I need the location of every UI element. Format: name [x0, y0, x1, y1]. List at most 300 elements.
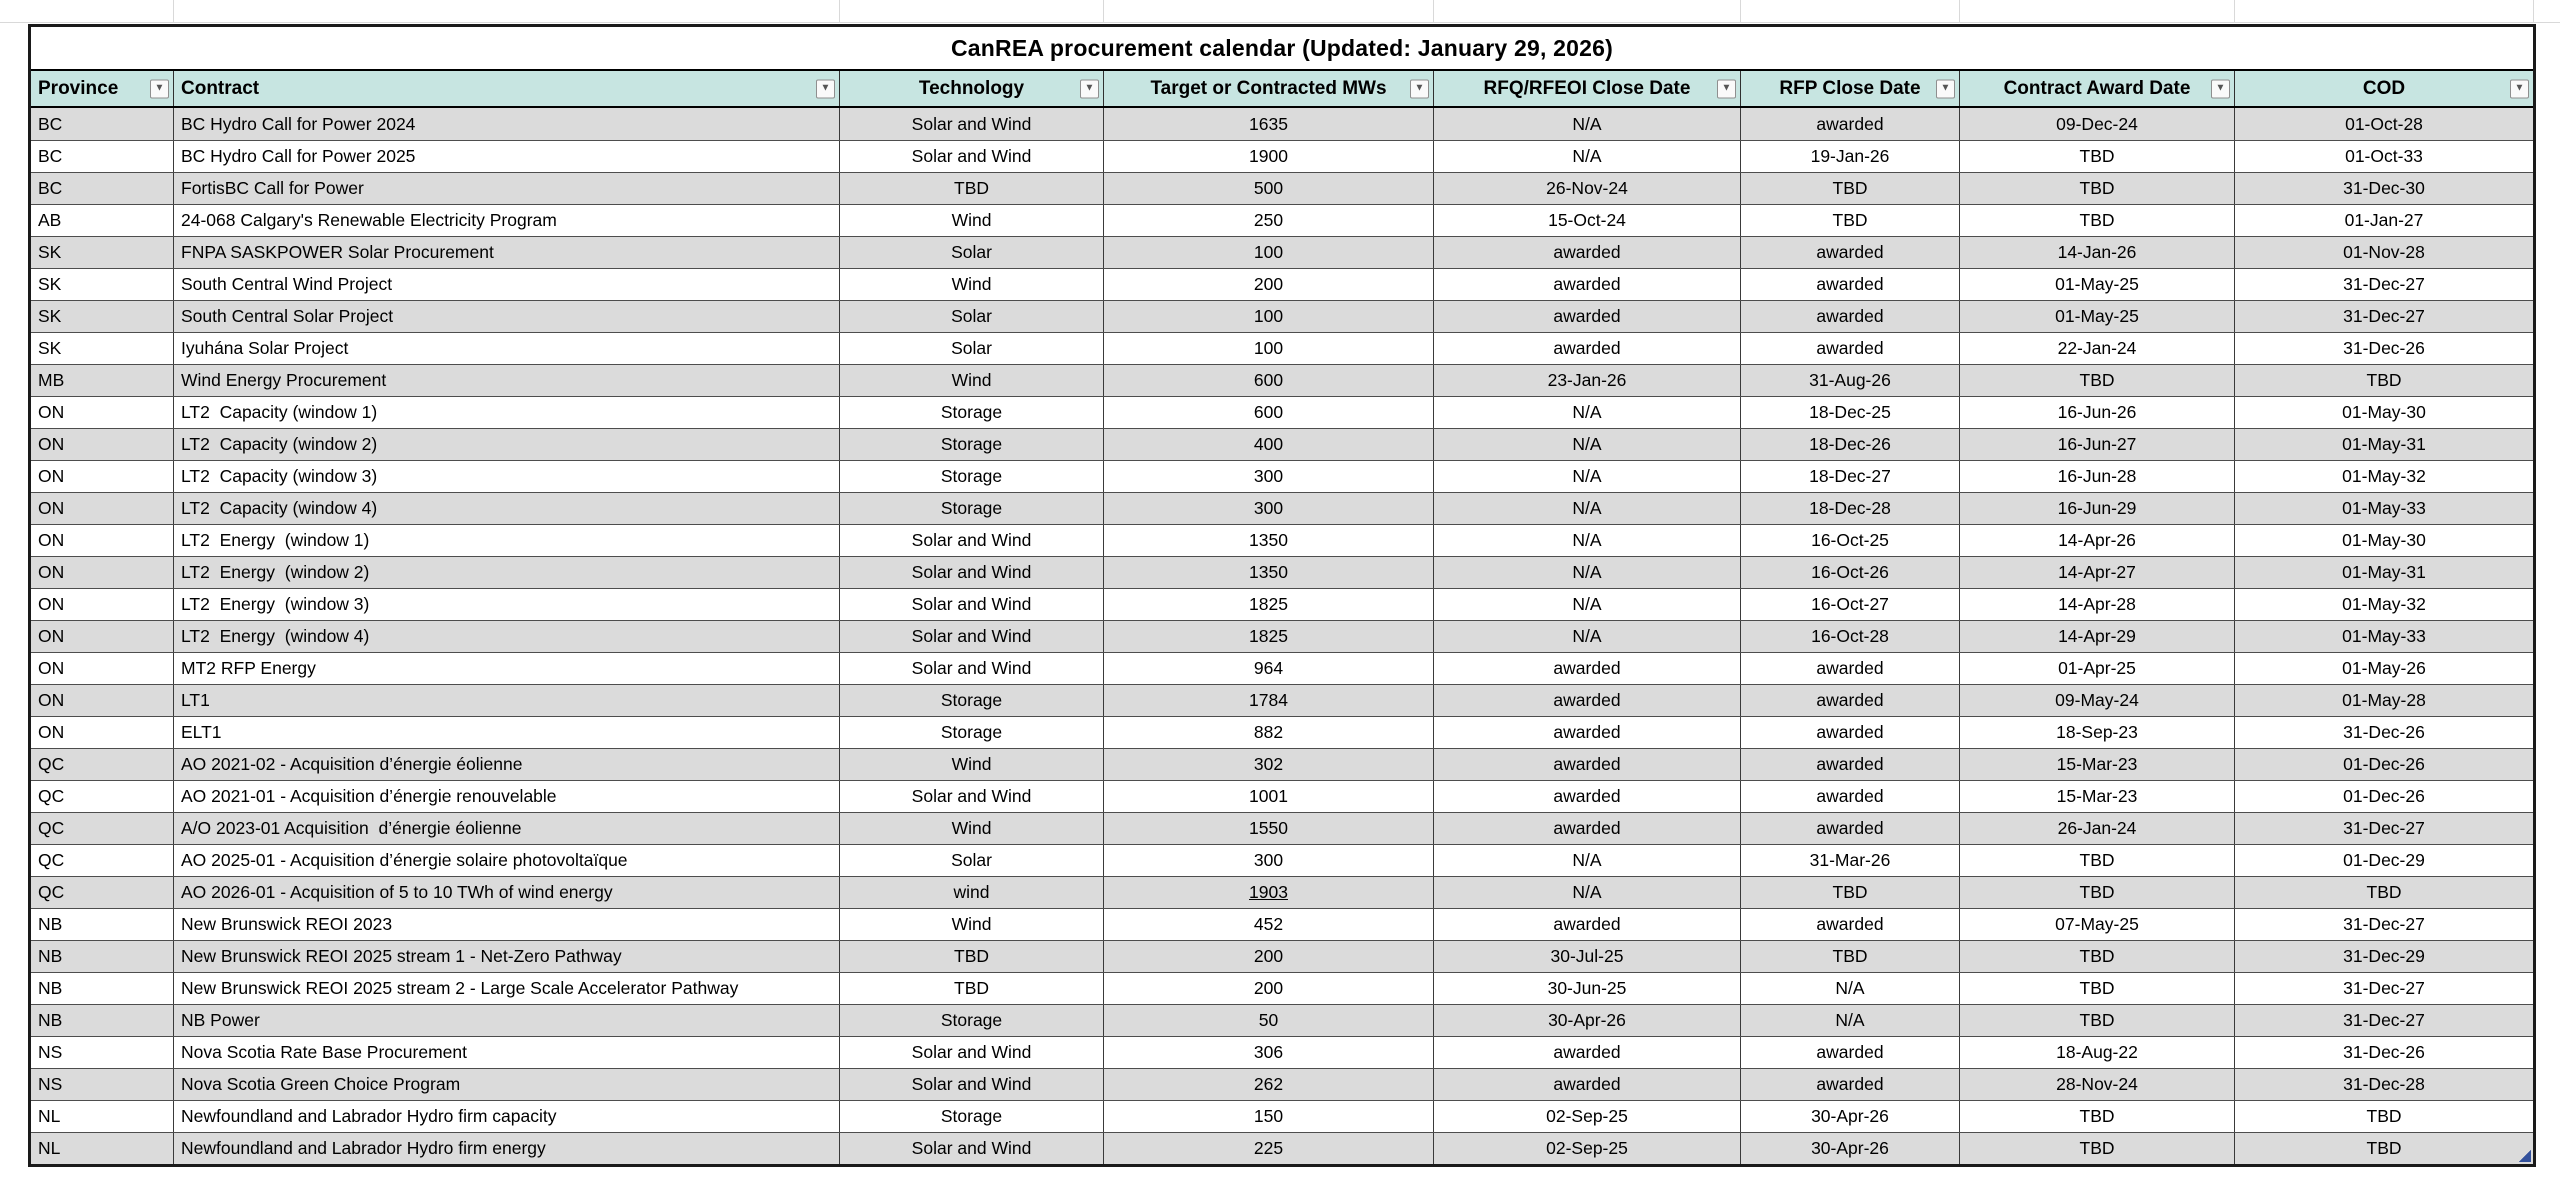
cell-rfp-close-date[interactable]: awarded	[1741, 909, 1960, 940]
cell-contract[interactable]: LT2 Capacity (window 2)	[174, 429, 840, 460]
table-row	[31, 460, 2533, 492]
cell-target-or-contracted-mws[interactable]: 1550	[1104, 813, 1434, 844]
cell-rfp-close-date[interactable]: 30-Apr-26	[1741, 1133, 1960, 1164]
cell-cod[interactable]: TBD	[2366, 882, 2402, 902]
cell-rfq-rfeoi-close-date[interactable]: N/A	[1434, 525, 1741, 556]
filter-button[interactable]	[1410, 79, 1429, 98]
cell-technology[interactable]: Solar and Wind	[840, 653, 1104, 684]
cell-cod[interactable]: 01-May-30	[2342, 530, 2426, 550]
cell-cod[interactable]: 01-Dec-26	[2343, 754, 2425, 774]
cell-rfq-rfeoi-close-date[interactable]: awarded	[1434, 1037, 1741, 1068]
cell-target-or-contracted-mws[interactable]: 150	[1104, 1101, 1434, 1132]
cell-contract[interactable]: Iyuhána Solar Project	[174, 333, 840, 364]
cell-target-or-contracted-mws[interactable]: 1903	[1104, 877, 1434, 908]
cell-technology[interactable]: Storage	[840, 685, 1104, 716]
cell-rfq-rfeoi-close-date[interactable]: N/A	[1434, 493, 1741, 524]
table-row	[31, 588, 2533, 620]
cell-province[interactable]: ON	[31, 525, 174, 556]
cell-province[interactable]: NL	[31, 1101, 174, 1132]
cell-contract-award-date[interactable]: TBD	[1960, 973, 2235, 1004]
cell-rfp-close-date[interactable]: awarded	[1741, 813, 1960, 844]
table-row	[31, 780, 2533, 812]
filter-button[interactable]	[816, 79, 835, 98]
cell-target-or-contracted-mws[interactable]: 306	[1104, 1037, 1434, 1068]
cell-rfp-close-date[interactable]: TBD	[1741, 205, 1960, 236]
cell-rfq-rfeoi-close-date[interactable]: N/A	[1434, 845, 1741, 876]
cell-province[interactable]: ON	[31, 429, 174, 460]
cell-contract[interactable]: Newfoundland and Labrador Hydro firm capacity	[174, 1101, 840, 1132]
cell-province[interactable]: NB	[31, 1005, 174, 1036]
filter-button[interactable]	[1936, 79, 1955, 98]
cell-rfp-close-date[interactable]: 16-Oct-27	[1741, 589, 1960, 620]
cell-province[interactable]: NL	[31, 1133, 174, 1164]
table-row	[31, 716, 2533, 748]
cell-rfp-close-date[interactable]: 19-Jan-26	[1741, 141, 1960, 172]
cell-target-or-contracted-mws[interactable]: 1784	[1104, 685, 1434, 716]
cell-cod[interactable]: TBD	[2366, 1106, 2402, 1126]
cell-target-or-contracted-mws[interactable]: 1825	[1104, 621, 1434, 652]
cell-cod[interactable]: 01-Jan-27	[2344, 210, 2424, 230]
cell-province[interactable]: NB	[31, 909, 174, 940]
cell-rfp-close-date[interactable]: awarded	[1741, 333, 1960, 364]
cell-province[interactable]: NS	[31, 1037, 174, 1068]
filter-button[interactable]	[1080, 79, 1099, 98]
column-header-technology	[840, 71, 1104, 106]
cell-target-or-contracted-mws[interactable]: 964	[1104, 653, 1434, 684]
cell-cod[interactable]: 31-Dec-27	[2343, 978, 2425, 998]
cell-rfp-close-date[interactable]: TBD	[1741, 877, 1960, 908]
cell-target-or-contracted-mws[interactable]: 600	[1104, 397, 1434, 428]
cell-province[interactable]: ON	[31, 557, 174, 588]
cell-rfq-rfeoi-close-date[interactable]: N/A	[1434, 589, 1741, 620]
cell-province[interactable]: QC	[31, 877, 174, 908]
cell-cod[interactable]: 01-May-31	[2342, 434, 2426, 454]
cell-rfp-close-date[interactable]: awarded	[1741, 717, 1960, 748]
cell-rfq-rfeoi-close-date[interactable]: awarded	[1434, 749, 1741, 780]
column-header-contract-award-date	[1960, 71, 2235, 106]
cell-rfq-rfeoi-close-date[interactable]: N/A	[1434, 108, 1741, 140]
cell-contract-award-date[interactable]: TBD	[1960, 1101, 2235, 1132]
cell-technology[interactable]: Wind	[840, 909, 1104, 940]
cell-province[interactable]: QC	[31, 813, 174, 844]
sheet-gridline-stub	[839, 0, 840, 22]
cell-target-or-contracted-mws[interactable]: 1635	[1104, 108, 1434, 140]
cell-rfq-rfeoi-close-date[interactable]: N/A	[1434, 141, 1741, 172]
cell-province[interactable]: ON	[31, 493, 174, 524]
cell-rfq-rfeoi-close-date[interactable]: 30-Apr-26	[1434, 1005, 1741, 1036]
cell-technology[interactable]: Solar and Wind	[840, 1037, 1104, 1068]
cell-contract[interactable]: A/O 2023-01 Acquisition d’énergie éolienne	[174, 813, 840, 844]
cell-rfp-close-date[interactable]: 18-Dec-27	[1741, 461, 1960, 492]
table-row	[31, 140, 2533, 172]
column-header-cod	[2235, 71, 2533, 106]
cell-rfq-rfeoi-close-date[interactable]: awarded	[1434, 301, 1741, 332]
cell-province[interactable]: SK	[31, 237, 174, 268]
cell-contract-award-date[interactable]: 16-Jun-27	[1960, 429, 2235, 460]
cell-contract[interactable]: LT2 Capacity (window 4)	[174, 493, 840, 524]
cell-technology[interactable]: Solar and Wind	[840, 589, 1104, 620]
cell-rfq-rfeoi-close-date[interactable]: awarded	[1434, 813, 1741, 844]
cell-contract-award-date[interactable]: 14-Apr-29	[1960, 621, 2235, 652]
cell-target-or-contracted-mws[interactable]: 50	[1104, 1005, 1434, 1036]
cell-technology[interactable]: Storage	[840, 1101, 1104, 1132]
cell-target-or-contracted-mws[interactable]: 300	[1104, 845, 1434, 876]
cell-province[interactable]: QC	[31, 749, 174, 780]
cell-rfp-close-date[interactable]: awarded	[1741, 685, 1960, 716]
cell-rfq-rfeoi-close-date[interactable]: awarded	[1434, 333, 1741, 364]
cell-technology[interactable]: Wind	[840, 365, 1104, 396]
cell-rfp-close-date[interactable]: awarded	[1741, 749, 1960, 780]
cell-province[interactable]: ON	[31, 717, 174, 748]
cell-contract-award-date[interactable]: TBD	[1960, 141, 2235, 172]
filter-button[interactable]	[2211, 79, 2230, 98]
cell-contract-award-date[interactable]: 18-Sep-23	[1960, 717, 2235, 748]
table-resize-handle[interactable]	[2518, 1149, 2531, 1162]
cell-technology[interactable]: wind	[840, 877, 1104, 908]
cell-target-or-contracted-mws[interactable]: 452	[1104, 909, 1434, 940]
cell-contract-award-date[interactable]: 15-Mar-23	[1960, 781, 2235, 812]
filter-button[interactable]	[150, 79, 169, 98]
cell-rfq-rfeoi-close-date[interactable]: 02-Sep-25	[1434, 1101, 1741, 1132]
cell-contract-award-date[interactable]: 16-Jun-29	[1960, 493, 2235, 524]
sheet-gridline-horizontal	[0, 22, 2560, 23]
cell-technology[interactable]: Solar	[840, 301, 1104, 332]
table-row	[31, 1068, 2533, 1100]
cell-cod[interactable]: 31-Dec-28	[2343, 1074, 2425, 1094]
filter-button[interactable]	[1717, 79, 1736, 98]
cell-target-or-contracted-mws[interactable]: 882	[1104, 717, 1434, 748]
cell-technology[interactable]: Wind	[840, 205, 1104, 236]
cell-rfp-close-date[interactable]: 18-Dec-26	[1741, 429, 1960, 460]
cell-cod[interactable]: 31-Dec-26	[2343, 722, 2425, 742]
cell-province[interactable]: BC	[31, 108, 174, 140]
cell-contract-award-date[interactable]: 18-Aug-22	[1960, 1037, 2235, 1068]
cell-rfq-rfeoi-close-date[interactable]: 30-Jul-25	[1434, 941, 1741, 972]
cell-contract-award-date[interactable]: 16-Jun-28	[1960, 461, 2235, 492]
cell-contract[interactable]: New Brunswick REOI 2025 stream 2 - Large Scale Accelerator Pathway	[174, 973, 840, 1004]
cell-rfq-rfeoi-close-date[interactable]: awarded	[1434, 653, 1741, 684]
cell-contract[interactable]: LT2 Energy (window 4)	[174, 621, 840, 652]
cell-contract[interactable]: BC Hydro Call for Power 2025	[174, 141, 840, 172]
cell-contract[interactable]: LT2 Energy (window 2)	[174, 557, 840, 588]
cell-contract[interactable]: Nova Scotia Rate Base Procurement	[174, 1037, 840, 1068]
table-row	[31, 684, 2533, 716]
cell-rfp-close-date[interactable]: TBD	[1741, 173, 1960, 204]
filter-dropdown-icon: ▼	[1940, 82, 1951, 94]
cell-contract-award-date[interactable]: TBD	[1960, 877, 2235, 908]
cell-rfq-rfeoi-close-date[interactable]: awarded	[1434, 909, 1741, 940]
cell-contract-award-date[interactable]: 16-Jun-26	[1960, 397, 2235, 428]
cell-technology[interactable]: Storage	[840, 493, 1104, 524]
cell-province[interactable]: QC	[31, 845, 174, 876]
cell-province[interactable]: BC	[31, 141, 174, 172]
cell-province[interactable]: AB	[31, 205, 174, 236]
cell-cod[interactable]: 31-Dec-26	[2343, 1042, 2425, 1062]
cell-technology[interactable]: Storage	[840, 1005, 1104, 1036]
sheet-gridline-stub	[1740, 0, 1741, 22]
cell-technology[interactable]: Solar and Wind	[840, 1069, 1104, 1100]
cell-cod[interactable]: 01-May-30	[2342, 402, 2426, 422]
cell-cod[interactable]: 31-Dec-27	[2343, 818, 2425, 838]
cell-contract[interactable]: New Brunswick REOI 2025 stream 1 - Net-Zero Pathway	[174, 941, 840, 972]
cell-rfq-rfeoi-close-date[interactable]: N/A	[1434, 461, 1741, 492]
cell-cod[interactable]: 31-Dec-26	[2343, 338, 2425, 358]
cell-technology[interactable]: Solar	[840, 333, 1104, 364]
cell-target-or-contracted-mws[interactable]: 300	[1104, 461, 1434, 492]
cell-target-or-contracted-mws[interactable]: 500	[1104, 173, 1434, 204]
cell-rfq-rfeoi-close-date[interactable]: awarded	[1434, 685, 1741, 716]
cell-cod[interactable]: 01-Oct-28	[2345, 113, 2423, 134]
cell-rfq-rfeoi-close-date[interactable]: awarded	[1434, 717, 1741, 748]
cell-contract-award-date[interactable]: TBD	[1960, 1005, 2235, 1036]
cell-cod[interactable]: 01-May-32	[2342, 594, 2426, 614]
cell-rfp-close-date[interactable]: N/A	[1741, 973, 1960, 1004]
cell-contract-award-date[interactable]: 22-Jan-24	[1960, 333, 2235, 364]
cell-cod[interactable]: 01-Dec-26	[2343, 786, 2425, 806]
cell-technology[interactable]: Storage	[840, 717, 1104, 748]
cell-target-or-contracted-mws[interactable]: 1900	[1104, 141, 1434, 172]
cell-contract[interactable]: Newfoundland and Labrador Hydro firm energy	[174, 1133, 840, 1164]
cell-contract-award-date[interactable]: 01-May-25	[1960, 301, 2235, 332]
cell-cod[interactable]: TBD	[2366, 370, 2402, 390]
cell-cod[interactable]: 01-Oct-33	[2345, 146, 2423, 166]
cell-province[interactable]: NB	[31, 973, 174, 1004]
cell-target-or-contracted-mws[interactable]: 1350	[1104, 525, 1434, 556]
cell-cod[interactable]: 01-Nov-28	[2343, 242, 2425, 262]
cell-rfq-rfeoi-close-date[interactable]: N/A	[1434, 397, 1741, 428]
cell-target-or-contracted-mws[interactable]: 1825	[1104, 589, 1434, 620]
cell-cod[interactable]: 01-May-26	[2342, 658, 2426, 678]
cell-target-or-contracted-mws[interactable]: 100	[1104, 237, 1434, 268]
cell-technology[interactable]: Solar and Wind	[840, 781, 1104, 812]
cell-target-or-contracted-mws[interactable]: 200	[1104, 973, 1434, 1004]
cell-cod[interactable]: TBD	[2366, 1138, 2402, 1158]
cell-rfp-close-date[interactable]: TBD	[1741, 941, 1960, 972]
cell-cod[interactable]: 01-Dec-29	[2343, 850, 2425, 870]
cell-technology[interactable]: Wind	[840, 813, 1104, 844]
cell-contract-award-date[interactable]: TBD	[1960, 1133, 2235, 1164]
cell-contract-award-date[interactable]: TBD	[1960, 173, 2235, 204]
cell-contract[interactable]: LT2 Capacity (window 3)	[174, 461, 840, 492]
cell-rfp-close-date[interactable]: awarded	[1741, 1037, 1960, 1068]
cell-province[interactable]: ON	[31, 461, 174, 492]
cell-contract-award-date[interactable]: 09-Dec-24	[1960, 108, 2235, 140]
cell-contract[interactable]: LT2 Energy (window 1)	[174, 525, 840, 556]
cell-technology[interactable]: Solar	[840, 237, 1104, 268]
cell-rfp-close-date[interactable]: 16-Oct-28	[1741, 621, 1960, 652]
cell-rfq-rfeoi-close-date[interactable]: 30-Jun-25	[1434, 973, 1741, 1004]
cell-contract[interactable]: FortisBC Call for Power	[174, 173, 840, 204]
cell-contract-award-date[interactable]: 14-Apr-26	[1960, 525, 2235, 556]
cell-rfp-close-date[interactable]: 31-Mar-26	[1741, 845, 1960, 876]
filter-dropdown-icon: ▼	[1721, 82, 1732, 94]
cell-technology[interactable]: Wind	[840, 269, 1104, 300]
header-row	[31, 71, 2533, 108]
cell-target-or-contracted-mws[interactable]: 400	[1104, 429, 1434, 460]
cell-contract-award-date[interactable]: 28-Nov-24	[1960, 1069, 2235, 1100]
cell-rfp-close-date[interactable]: awarded	[1741, 237, 1960, 268]
cell-target-or-contracted-mws[interactable]: 100	[1104, 333, 1434, 364]
cell-cod[interactable]: 31-Dec-27	[2343, 306, 2425, 326]
cell-rfq-rfeoi-close-date[interactable]: awarded	[1434, 237, 1741, 268]
cell-target-or-contracted-mws[interactable]: 225	[1104, 1133, 1434, 1164]
cell-rfp-close-date[interactable]: awarded	[1741, 301, 1960, 332]
cell-contract[interactable]: LT2 Capacity (window 1)	[174, 397, 840, 428]
cell-technology[interactable]: Wind	[840, 749, 1104, 780]
cell-rfp-close-date[interactable]: awarded	[1741, 269, 1960, 300]
cell-contract-award-date[interactable]: 14-Apr-27	[1960, 557, 2235, 588]
cell-contract[interactable]: AO 2021-02 - Acquisition d’énergie éolienne	[174, 749, 840, 780]
cell-cod[interactable]: 01-May-28	[2342, 690, 2426, 710]
cell-province[interactable]: ON	[31, 397, 174, 428]
cell-province[interactable]: SK	[31, 301, 174, 332]
cell-province[interactable]: ON	[31, 589, 174, 620]
cell-technology[interactable]: Solar and Wind	[840, 525, 1104, 556]
cell-technology[interactable]: TBD	[840, 973, 1104, 1004]
cell-target-or-contracted-mws[interactable]: 200	[1104, 941, 1434, 972]
cell-contract-award-date[interactable]: TBD	[1960, 365, 2235, 396]
cell-rfq-rfeoi-close-date[interactable]: 15-Oct-24	[1434, 205, 1741, 236]
cell-contract[interactable]: MT2 RFP Energy	[174, 653, 840, 684]
cell-technology[interactable]: Solar and Wind	[840, 108, 1104, 140]
cell-rfq-rfeoi-close-date[interactable]: awarded	[1434, 269, 1741, 300]
cell-province[interactable]: QC	[31, 781, 174, 812]
cell-technology[interactable]: Storage	[840, 429, 1104, 460]
cell-province[interactable]: SK	[31, 333, 174, 364]
cell-contract-award-date[interactable]: 26-Jan-24	[1960, 813, 2235, 844]
cell-rfq-rfeoi-close-date[interactable]: awarded	[1434, 1069, 1741, 1100]
cell-contract[interactable]: NB Power	[174, 1005, 840, 1036]
cell-contract[interactable]: 24-068 Calgary's Renewable Electricity Program	[174, 205, 840, 236]
cell-province[interactable]: BC	[31, 173, 174, 204]
cell-rfq-rfeoi-close-date[interactable]: 23-Jan-26	[1434, 365, 1741, 396]
cell-cod[interactable]: 01-May-33	[2342, 626, 2426, 646]
cell-contract[interactable]: LT2 Energy (window 3)	[174, 589, 840, 620]
cell-province[interactable]: SK	[31, 269, 174, 300]
cell-technology[interactable]: Solar	[840, 845, 1104, 876]
cell-technology[interactable]: Solar and Wind	[840, 141, 1104, 172]
cell-target-or-contracted-mws[interactable]: 200	[1104, 269, 1434, 300]
cell-technology[interactable]: TBD	[840, 941, 1104, 972]
filter-dropdown-icon: ▼	[820, 82, 831, 94]
cell-rfp-close-date[interactable]: N/A	[1741, 1005, 1960, 1036]
cell-contract[interactable]: Nova Scotia Green Choice Program	[174, 1069, 840, 1100]
cell-cod[interactable]: 31-Dec-27	[2343, 274, 2425, 294]
cell-rfp-close-date[interactable]: 16-Oct-25	[1741, 525, 1960, 556]
cell-rfp-close-date[interactable]: awarded	[1741, 1069, 1960, 1100]
cell-rfq-rfeoi-close-date[interactable]: N/A	[1434, 621, 1741, 652]
cell-contract[interactable]: AO 2026-01 - Acquisition of 5 to 10 TWh of wind energy	[174, 877, 840, 908]
cell-rfp-close-date[interactable]: 16-Oct-26	[1741, 557, 1960, 588]
cell-contract[interactable]: LT1	[174, 685, 840, 716]
cell-target-or-contracted-mws[interactable]: 1001	[1104, 781, 1434, 812]
cell-technology[interactable]: Solar and Wind	[840, 557, 1104, 588]
table-row	[31, 1036, 2533, 1068]
cell-cod[interactable]: 01-May-32	[2342, 466, 2426, 486]
cell-contract[interactable]: New Brunswick REOI 2023	[174, 909, 840, 940]
cell-contract[interactable]: South Central Wind Project	[174, 269, 840, 300]
cell-contract-award-date[interactable]: 01-May-25	[1960, 269, 2235, 300]
cell-contract[interactable]: AO 2021-01 - Acquisition d’énergie renouvelable	[174, 781, 840, 812]
cell-technology[interactable]: Storage	[840, 397, 1104, 428]
cell-province[interactable]: ON	[31, 685, 174, 716]
cell-rfp-close-date[interactable]: 18-Dec-25	[1741, 397, 1960, 428]
cell-target-or-contracted-mws[interactable]: 250	[1104, 205, 1434, 236]
cell-contract-award-date[interactable]: 14-Apr-28	[1960, 589, 2235, 620]
cell-target-or-contracted-mws[interactable]: 1350	[1104, 557, 1434, 588]
cell-province[interactable]: NB	[31, 941, 174, 972]
cell-target-or-contracted-mws[interactable]: 262	[1104, 1069, 1434, 1100]
cell-target-or-contracted-mws[interactable]: 600	[1104, 365, 1434, 396]
table-row	[31, 396, 2533, 428]
cell-technology[interactable]: Solar and Wind	[840, 1133, 1104, 1164]
cell-target-or-contracted-mws[interactable]: 302	[1104, 749, 1434, 780]
cell-contract[interactable]: AO 2025-01 - Acquisition d’énergie solaire photovoltaïque	[174, 845, 840, 876]
cell-contract[interactable]: Wind Energy Procurement	[174, 365, 840, 396]
cell-contract-award-date[interactable]: TBD	[1960, 941, 2235, 972]
cell-contract[interactable]: ELT1	[174, 717, 840, 748]
cell-contract-award-date[interactable]: 09-May-24	[1960, 685, 2235, 716]
cell-technology[interactable]: Storage	[840, 461, 1104, 492]
cell-rfp-close-date[interactable]: awarded	[1741, 653, 1960, 684]
cell-province[interactable]: ON	[31, 653, 174, 684]
cell-rfp-close-date[interactable]: awarded	[1741, 108, 1960, 140]
table-row	[31, 428, 2533, 460]
cell-cod[interactable]: 01-May-33	[2342, 498, 2426, 518]
table-row	[31, 524, 2533, 556]
cell-rfp-close-date[interactable]: 30-Apr-26	[1741, 1101, 1960, 1132]
cell-cod[interactable]: 31-Dec-29	[2343, 946, 2425, 966]
table-row	[31, 1132, 2533, 1164]
cell-contract-award-date[interactable]: TBD	[1960, 205, 2235, 236]
cell-target-or-contracted-mws[interactable]: 100	[1104, 301, 1434, 332]
cell-rfq-rfeoi-close-date[interactable]: awarded	[1434, 781, 1741, 812]
cell-cod[interactable]: 31-Dec-30	[2343, 178, 2425, 198]
cell-contract-award-date[interactable]: 01-Apr-25	[1960, 653, 2235, 684]
column-header-label: COD	[2362, 77, 2406, 99]
cell-technology[interactable]: Solar and Wind	[840, 621, 1104, 652]
cell-technology[interactable]: TBD	[840, 173, 1104, 204]
filter-dropdown-icon: ▼	[1414, 82, 1425, 94]
cell-cod[interactable]: 31-Dec-27	[2343, 1010, 2425, 1030]
cell-contract-award-date[interactable]: 15-Mar-23	[1960, 749, 2235, 780]
cell-rfq-rfeoi-close-date[interactable]: 26-Nov-24	[1434, 173, 1741, 204]
cell-contract[interactable]: FNPA SASKPOWER Solar Procurement	[174, 237, 840, 268]
cell-province[interactable]: MB	[31, 365, 174, 396]
cell-rfp-close-date[interactable]: awarded	[1741, 781, 1960, 812]
cell-rfp-close-date[interactable]: 31-Aug-26	[1741, 365, 1960, 396]
cell-contract-award-date[interactable]: TBD	[1960, 845, 2235, 876]
cell-contract[interactable]: BC Hydro Call for Power 2024	[174, 108, 840, 140]
cell-rfq-rfeoi-close-date[interactable]: N/A	[1434, 557, 1741, 588]
cell-cod[interactable]: 01-May-31	[2342, 562, 2426, 582]
cell-cod[interactable]: 31-Dec-27	[2343, 914, 2425, 934]
cell-province[interactable]: NS	[31, 1069, 174, 1100]
cell-rfq-rfeoi-close-date[interactable]: 02-Sep-25	[1434, 1133, 1741, 1164]
cell-rfp-close-date[interactable]: 18-Dec-28	[1741, 493, 1960, 524]
table-body	[31, 108, 2533, 1164]
filter-button[interactable]	[2510, 79, 2529, 98]
cell-contract[interactable]: South Central Solar Project	[174, 301, 840, 332]
cell-province[interactable]: ON	[31, 621, 174, 652]
cell-rfq-rfeoi-close-date[interactable]: N/A	[1434, 429, 1741, 460]
cell-contract-award-date[interactable]: 07-May-25	[1960, 909, 2235, 940]
table-row	[31, 620, 2533, 652]
cell-target-or-contracted-mws[interactable]: 300	[1104, 493, 1434, 524]
column-header-target-or-contracted-mws	[1104, 71, 1434, 106]
cell-rfq-rfeoi-close-date[interactable]: N/A	[1434, 877, 1741, 908]
cell-contract-award-date[interactable]: 14-Jan-26	[1960, 237, 2235, 268]
